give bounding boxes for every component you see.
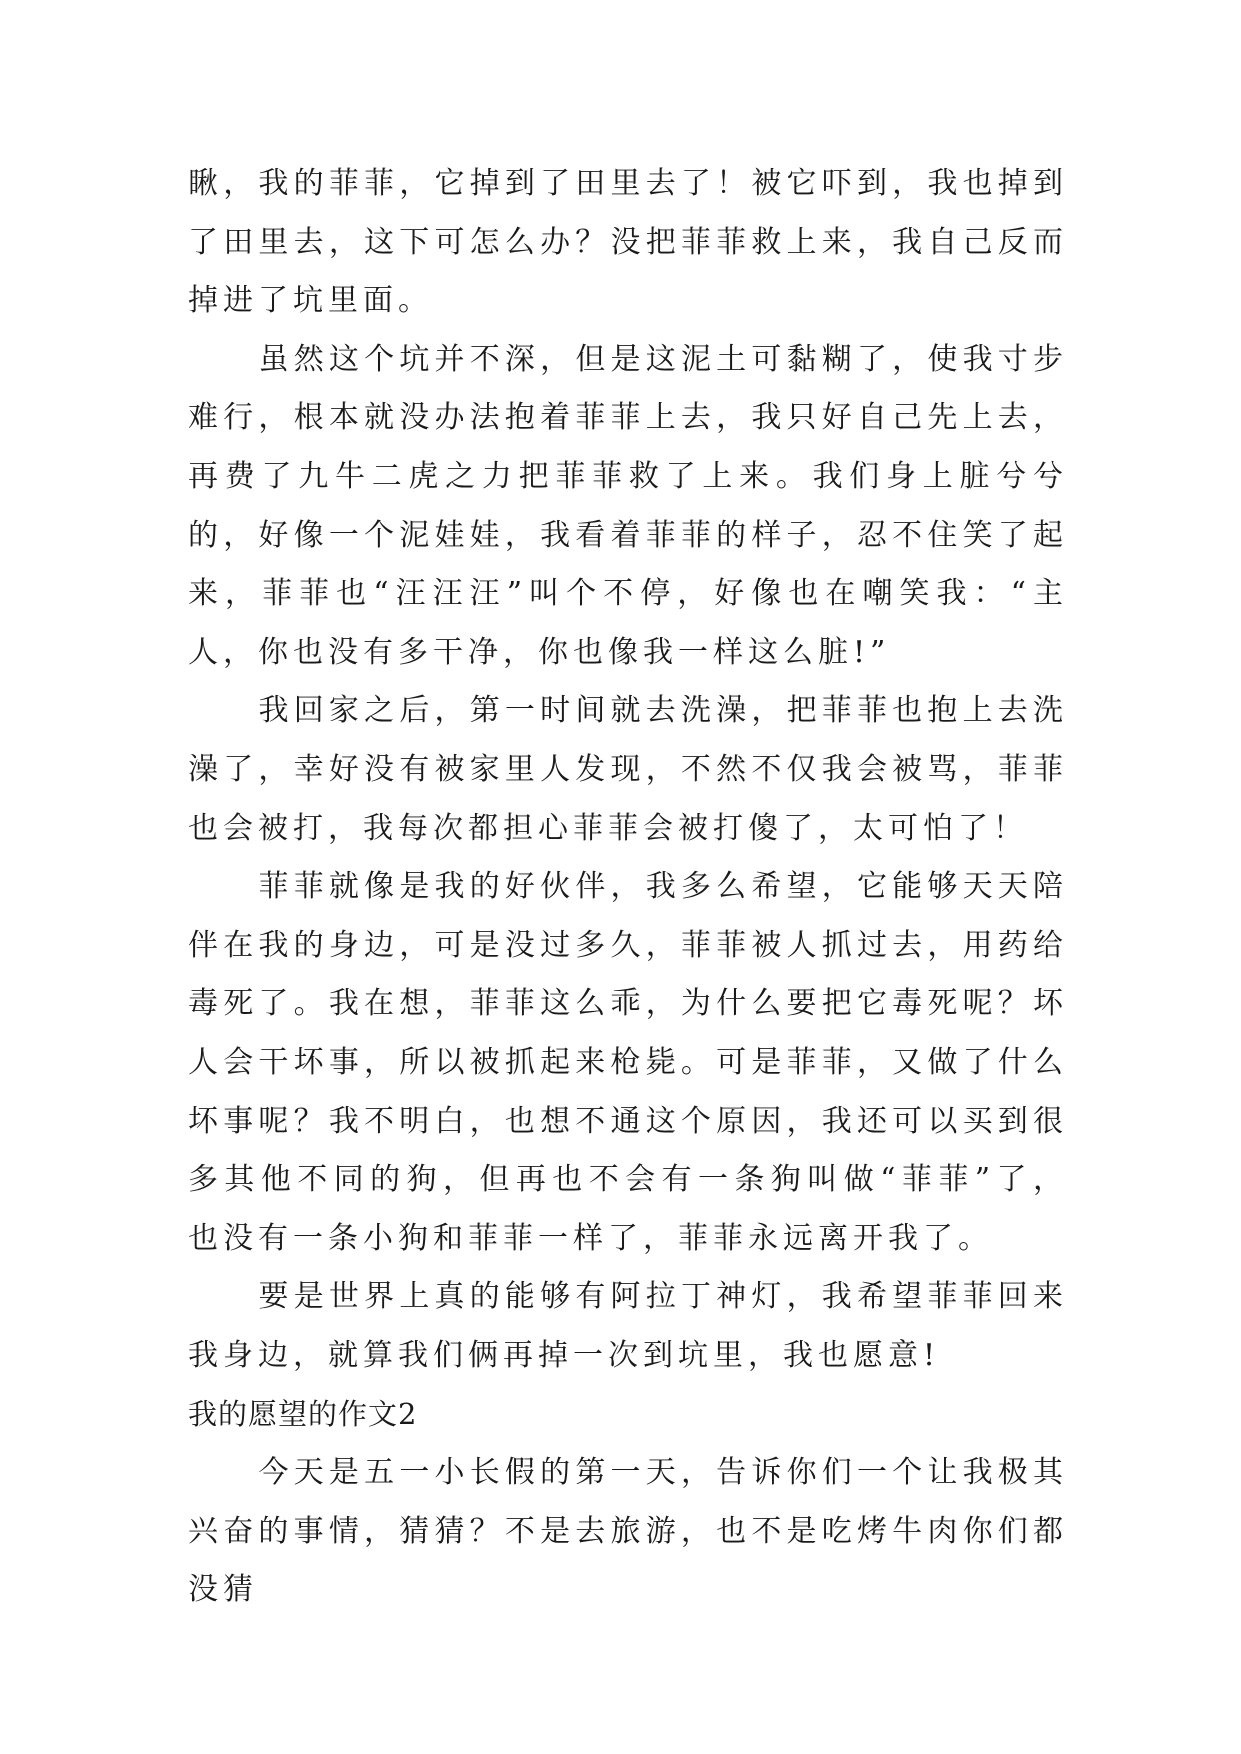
paragraph: 要是世界上真的能够有阿拉丁神灯，我希望菲菲回来我身边，就算我们俩再掉一次到坑里，我也愿意!: [188, 1279, 1068, 1373]
paragraph: 菲菲就像是我的好伙伴，我多么希望，它能够天天陪伴在我的身边，可是没过多久，菲菲被人抓过去，用药给毒死了。我在想，菲菲这么乖，为什么要把它毒死呢？坏人会干坏事，所以被抓起来枪毙。可是菲菲，又做了什么坏事呢？我不明白，也想不通这个原因，我还可以买到很多其他不同的狗，但再也不会有一条狗叫做“菲菲”了，也没有一条小狗和菲菲一样了，菲菲永远离开我了。: [188, 869, 1068, 1256]
paragraph: 虽然这个坑并不深，但是这泥土可黏糊了，使我寸步难行，根本就没办法抱着菲菲上去，我只好自己先上去，再费了九牛二虎之力把菲菲救了上来。我们身上脏兮兮的，好像一个泥娃娃，我看着菲菲的样子，忍不住笑了起来，菲菲也“汪汪汪”叫个不停，好像也在嘲笑我：“主人，你也没有多干净，你也像我一样这么脏!”: [188, 341, 1068, 670]
section-heading: 我的愿望的作文2: [188, 1397, 418, 1432]
document-body: [188, 155, 1068, 1620]
paragraph: 我回家之后，第一时间就去洗澡，把菲菲也抱上去洗澡了，幸好没有被家里人发现，不然不仅我会被骂，菲菲也会被打，我每次都担心菲菲会被打傻了，太可怕了！: [188, 693, 1068, 846]
paragraph: 今天是五一小长假的第一天，告诉你们一个让我极其兴奋的事情，猜猜？不是去旅游，也不是吃烤牛肉你们都没猜: [188, 1455, 1068, 1608]
paragraph: 瞅，我的菲菲，它掉到了田里去了！被它吓到，我也掉到了田里去，这下可怎么办？没把菲菲救上来，我自己反而掉进了坑里面。: [188, 166, 1068, 319]
